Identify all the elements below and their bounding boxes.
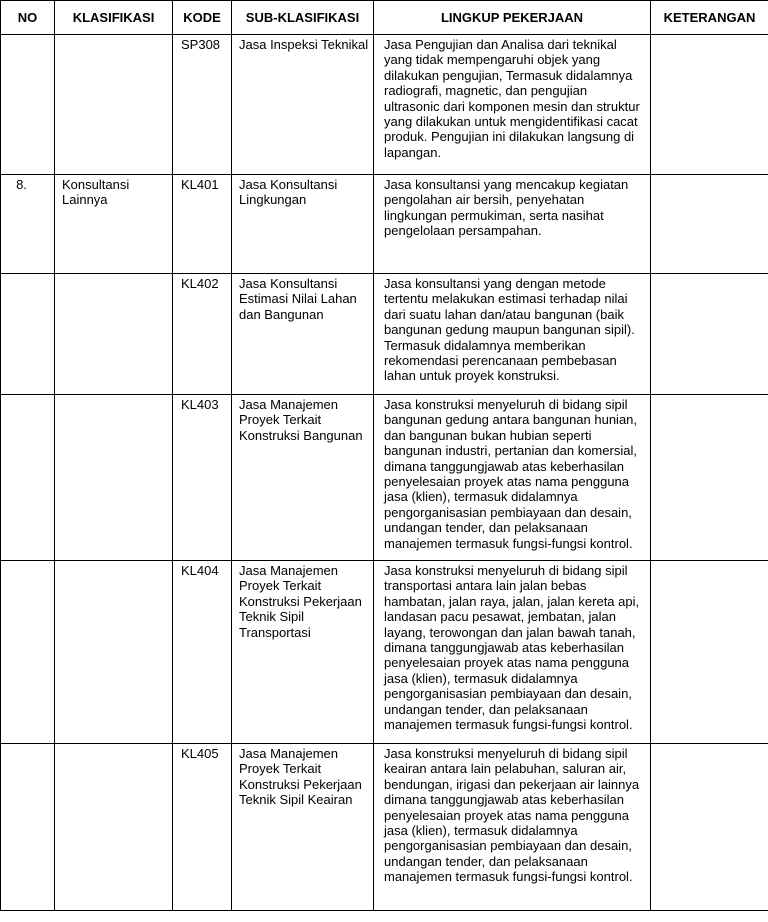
table-row <box>1 35 768 175</box>
cell-no <box>1 561 55 744</box>
cell-keterangan <box>651 175 768 274</box>
cell-no <box>1 274 55 395</box>
cell-klasifikasi <box>55 35 173 175</box>
cell-lingkup-pekerjaan: Jasa Pengujian dan Analisa dari teknikal yang tidak mempengaruhi objek yang dilakukan pengujian, Termasuk didalamnya radiografi, magnetic, dan pengujian ultrasonic dari komponen mesin dan struktur yang dilakukan untuk mengidentifikasi cacat produk. Pengujian ini dilakukan langsung di lapangan. <box>374 35 651 175</box>
cell-keterangan <box>651 744 768 911</box>
cell-klasifikasi <box>55 744 173 911</box>
cell-klasifikasi <box>55 561 173 744</box>
cell-klasifikasi <box>55 274 173 395</box>
table-row <box>1 744 768 911</box>
header-sub-klasifikasi: SUB-KLASIFIKASI <box>232 1 374 35</box>
header-kode: KODE <box>173 1 232 35</box>
cell-lingkup-pekerjaan: Jasa konstruksi menyeluruh di bidang sipil transportasi antara lain jalan bebas hambatan, jalan raya, jalan, jalan kereta api, landasan pacu pesawat, jembatan, jalan layang, terowongan dan jalan bawah tanah, dimana tanggungjawab atas keberhasilan penyelesaian proyek atas nama pengguna jasa (klien), termasuk didalamnya pengorganisasian pembiayaan dan desain, undangan tender, dan pelaksanaan manajemen termasuk fungsi-fungsi kontrol. <box>374 561 651 744</box>
cell-sub-klasifikasi: Jasa Manajemen Proyek Terkait Konstruksi Pekerjaan Teknik Sipil Keairan <box>232 744 374 911</box>
cell-kode: KL405 <box>173 744 232 911</box>
cell-kode: KL402 <box>173 274 232 395</box>
table-row <box>1 274 768 395</box>
cell-lingkup-pekerjaan: Jasa konsultansi yang dengan metode tertentu melakukan estimasi terhadap nilai dari suatu lahan dan/atau bangunan (baik bangunan gedung maupun bangunan sipil). Termasuk didalamnya memberikan rekomendasi perencanaan pembebasan lahan untuk proyek konstruksi. <box>374 274 651 395</box>
table-row <box>1 395 768 561</box>
cell-kode: KL401 <box>173 175 232 274</box>
table-header-row <box>1 1 768 35</box>
table-row <box>1 561 768 744</box>
cell-sub-klasifikasi: Jasa Inspeksi Teknikal <box>232 35 374 175</box>
cell-kode: KL403 <box>173 395 232 561</box>
cell-kode: SP308 <box>173 35 232 175</box>
cell-sub-klasifikasi: Jasa Konsultansi Estimasi Nilai Lahan dan Bangunan <box>232 274 374 395</box>
cell-keterangan <box>651 395 768 561</box>
cell-lingkup-pekerjaan: Jasa konstruksi menyeluruh di bidang sipil bangunan gedung antara bangunan hunian, dan bangunan bukan hubian seperti bangunan industri, pertanian dan komersial, dimana tanggungjawab atas keberhasilan penyelesaian proyek atas nama pengguna jasa (klien), termasuk didalamnya pengorganisasian pembiayaan dan desain, undangan tender, dan pelaksanaan manajemen termasuk fungsi-fungsi kontrol. <box>374 395 651 561</box>
cell-no <box>1 395 55 561</box>
cell-klasifikasi <box>55 395 173 561</box>
cell-keterangan <box>651 561 768 744</box>
cell-lingkup-pekerjaan: Jasa konstruksi menyeluruh di bidang sipil keairan antara lain pelabuhan, saluran air, bendungan, irigasi dan pekerjaan air lainnya dimana tanggungjawab atas keberhasilan penyelesaian proyek atas nama pengguna jasa (klien), termasuk didalamnya pengorganisasian pembiayaan dan desain, undangan tender, dan pelaksanaan manajemen termasuk fungsi-fungsi kontrol. <box>374 744 651 911</box>
cell-no <box>1 35 55 175</box>
cell-sub-klasifikasi: Jasa Manajemen Proyek Terkait Konstruksi Bangunan <box>232 395 374 561</box>
cell-no: 8. <box>1 175 55 274</box>
cell-kode: KL404 <box>173 561 232 744</box>
cell-no <box>1 744 55 911</box>
cell-keterangan <box>651 35 768 175</box>
header-keterangan: KETERANGAN <box>651 1 768 35</box>
header-lingkup-pekerjaan: LINGKUP PEKERJAAN <box>374 1 651 35</box>
header-klasifikasi: KLASIFIKASI <box>55 1 173 35</box>
cell-keterangan <box>651 274 768 395</box>
cell-klasifikasi: Konsultansi Lainnya <box>55 175 173 274</box>
cell-sub-klasifikasi: Jasa Konsultansi Lingkungan <box>232 175 374 274</box>
cell-sub-klasifikasi: Jasa Manajemen Proyek Terkait Konstruksi Pekerjaan Teknik Sipil Transportasi <box>232 561 374 744</box>
table-row <box>1 175 768 274</box>
cell-lingkup-pekerjaan: Jasa konsultansi yang mencakup kegiatan pengolahan air bersih, penyehatan lingkungan permukiman, serta nasihat pengelolaan persampahan. <box>374 175 651 274</box>
header-no: NO <box>1 1 55 35</box>
